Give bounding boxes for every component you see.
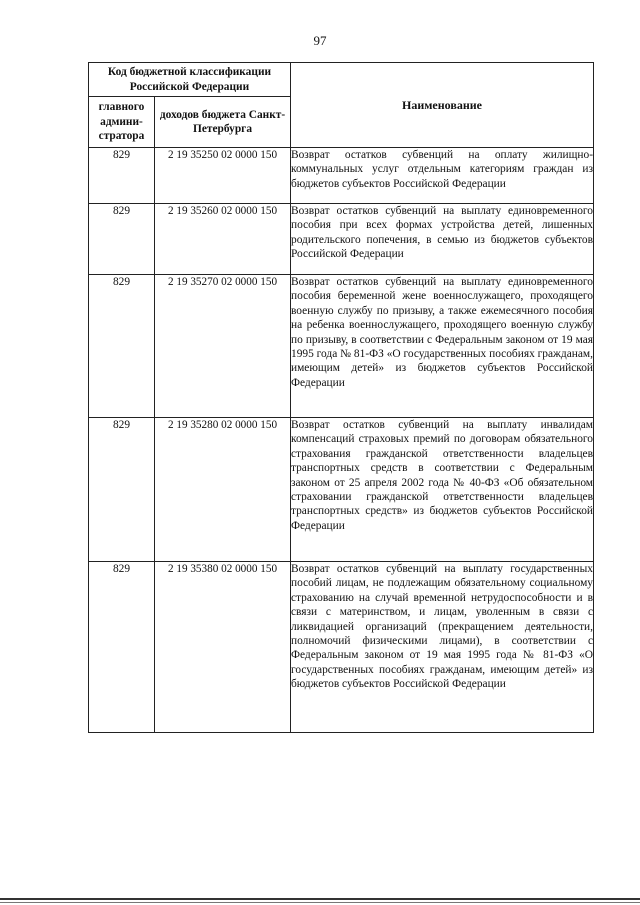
table-row xyxy=(89,148,594,204)
header-name: Наименование xyxy=(291,63,594,148)
table-row xyxy=(89,204,594,275)
header-budget-income: доходов бюджета Санкт-Петербурга xyxy=(155,97,291,148)
admin-code-cell: 829 xyxy=(89,275,155,418)
income-code-cell: 2 19 35270 02 0000 150 xyxy=(155,275,291,418)
budget-classification-table xyxy=(88,62,594,733)
header-classification-code: Код бюджетной классификации Российской Федерации xyxy=(89,63,291,97)
table-row xyxy=(89,418,594,562)
table-row xyxy=(89,562,594,733)
description-cell: Возврат остатков субвенций на выплату единовременного пособия при всех формах устройства детей, лишенных родительского попечения, в семью из бюджетов субъектов Российской Федерации xyxy=(291,204,594,275)
income-code-cell: 2 19 35250 02 0000 150 xyxy=(155,148,291,204)
description-cell: Возврат остатков субвенций на оплату жилищно-коммунальных услуг отдельным категориям граждан из бюджетов субъектов Российской Федерации xyxy=(291,148,594,204)
admin-code-cell: 829 xyxy=(89,562,155,733)
admin-code-cell: 829 xyxy=(89,204,155,275)
income-code-cell: 2 19 35280 02 0000 150 xyxy=(155,418,291,562)
footer-rule-thin xyxy=(0,902,640,903)
income-code-cell: 2 19 35260 02 0000 150 xyxy=(155,204,291,275)
page-number: 97 xyxy=(313,33,327,48)
admin-code-cell: 829 xyxy=(89,418,155,562)
description-cell: Возврат остатков субвенций на выплату государственных пособий лицам, не подлежащим обязательному социальному страхованию на случай временной нетрудоспособности и в связи с материнством, и лицам, уволенным в связи с ликвидацией организаций (прекращением деятельности, полномочий физическими лицами), в соответствии с Федеральным законом от 19 мая 1995 года № 81-ФЗ «О государственных пособиях гражданам, имеющим детей» из бюджетов субъектов Российской Федерации xyxy=(291,562,594,733)
description-cell: Возврат остатков субвенций на выплату инвалидам компенсаций страховых премий по договорам обязательного страхования гражданской ответственности владельцев транспортных средств в соответствии с Федеральным законом от 25 апреля 2002 года № 40-ФЗ «Об обязательном страховании гражданской ответственности владельцев транспортных средств» из бюджетов субъектов Российской Федерации xyxy=(291,418,594,562)
footer-rule xyxy=(0,898,640,900)
income-code-cell: 2 19 35380 02 0000 150 xyxy=(155,562,291,733)
header-chief-administrator: главного админи-стратора xyxy=(89,97,155,148)
description-cell: Возврат остатков субвенций на выплату единовременного пособия беременной жене военнослужащего, проходящего военную службу по призыву, а также ежемесячного пособия на ребенка военнослужащего, проходящего военную службу по призыву, в соответствии с Федеральным законом от 19 мая 1995 года № 81-ФЗ «О государственных пособиях гражданам, имеющим детей» из бюджетов субъектов Российской Федерации xyxy=(291,275,594,418)
admin-code-cell: 829 xyxy=(89,148,155,204)
table-row xyxy=(89,275,594,418)
